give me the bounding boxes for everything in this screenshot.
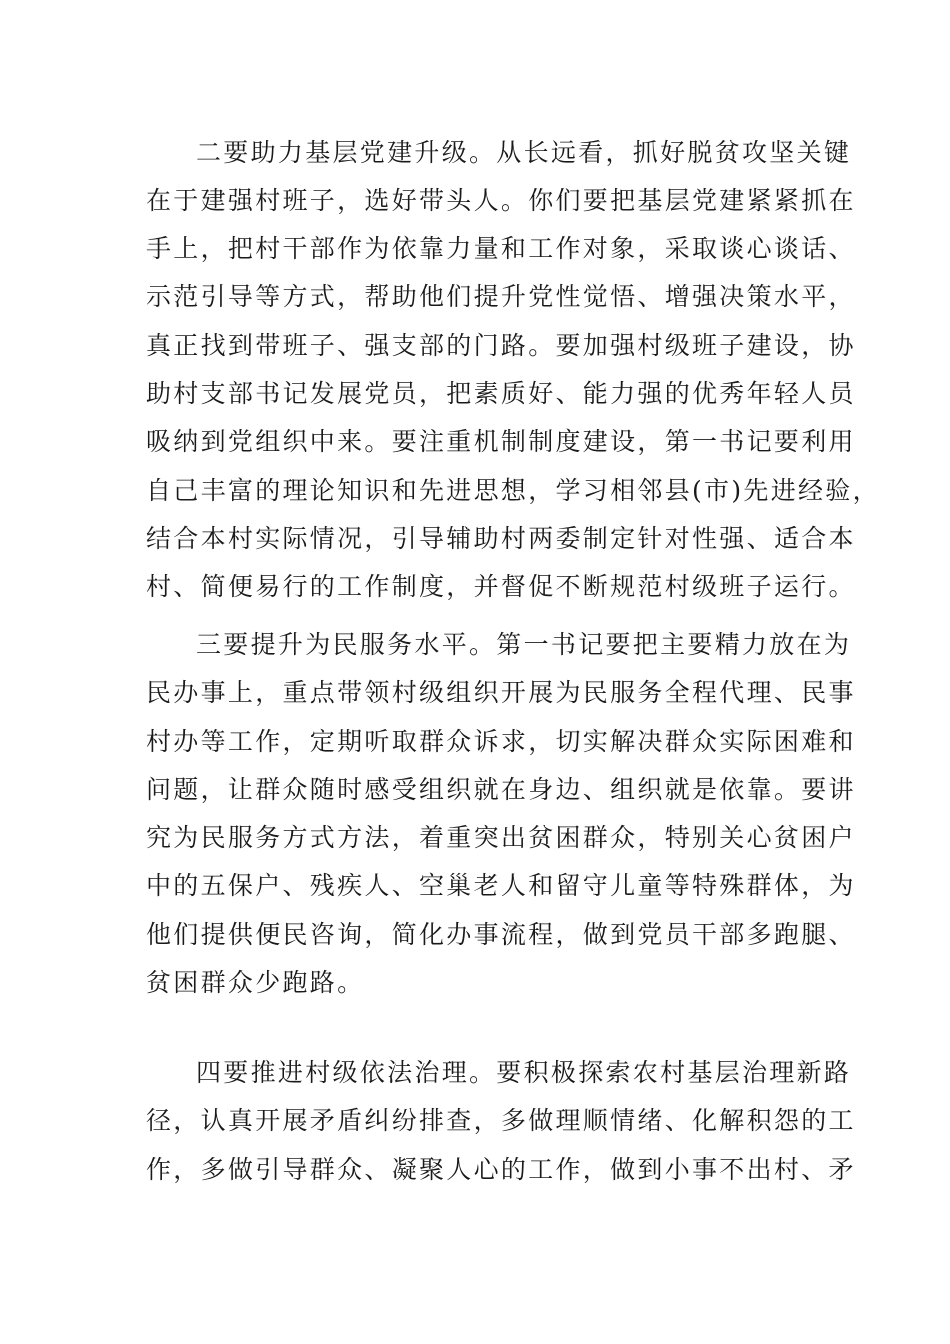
text-line: 四要推进村级依法治理。要积极探索农村基层治理新路 — [196, 1058, 852, 1087]
text-line: 吸纳到党组织中来。要注重机制制度建设，第一书记要利用 — [146, 427, 856, 456]
text-line: 真正找到带班子、强支部的门路。要加强村级班子建设，协 — [146, 331, 856, 360]
text-line: 自己丰富的理论知识和先进思想，学习相邻县(市)先进经验， — [146, 476, 880, 505]
text-line: 在于建强村班子，选好带头人。你们要把基层党建紧紧抓在 — [146, 186, 856, 215]
text-line: 问题，让群众随时感受组织就在身边、组织就是依靠。要讲 — [146, 775, 856, 804]
text-line: 究为民服务方式方法，着重突出贫困群众，特别关心贫困户 — [146, 823, 856, 852]
text-line: 三要提升为民服务水平。第一书记要把主要精力放在为 — [196, 630, 852, 659]
text-line: 村办等工作，定期听取群众诉求，切实解决群众实际困难和 — [146, 727, 856, 756]
text-line: 手上，把村干部作为依靠力量和工作对象，采取谈心谈话、 — [146, 234, 856, 263]
text-line: 中的五保户、残疾人、空巢老人和留守儿童等特殊群体，为 — [146, 871, 856, 900]
text-line: 作，多做引导群众、凝聚人心的工作，做到小事不出村、矛 — [146, 1155, 856, 1184]
text-line: 径，认真开展矛盾纠纷排查，多做理顺情绪、化解积怨的工 — [146, 1106, 856, 1135]
text-line: 结合本村实际情况，引导辅助村两委制定针对性强、适合本 — [146, 524, 856, 553]
text-line: 二要助力基层党建升级。从长远看，抓好脱贫攻坚关键 — [196, 138, 852, 167]
text-line: 示范引导等方式，帮助他们提升党性觉悟、增强决策水平， — [146, 282, 856, 311]
text-line: 他们提供便民咨询，简化办事流程，做到党员干部多跑腿、 — [146, 920, 856, 949]
text-line: 村、简便易行的工作制度，并督促不断规范村级班子运行。 — [146, 572, 856, 601]
text-line: 助村支部书记发展党员，把素质好、能力强的优秀年轻人员 — [146, 379, 856, 408]
text-line: 贫困群众少跑路。 — [146, 968, 365, 997]
text-line: 民办事上，重点带领村级组织开展为民服务全程代理、民事 — [146, 678, 856, 707]
